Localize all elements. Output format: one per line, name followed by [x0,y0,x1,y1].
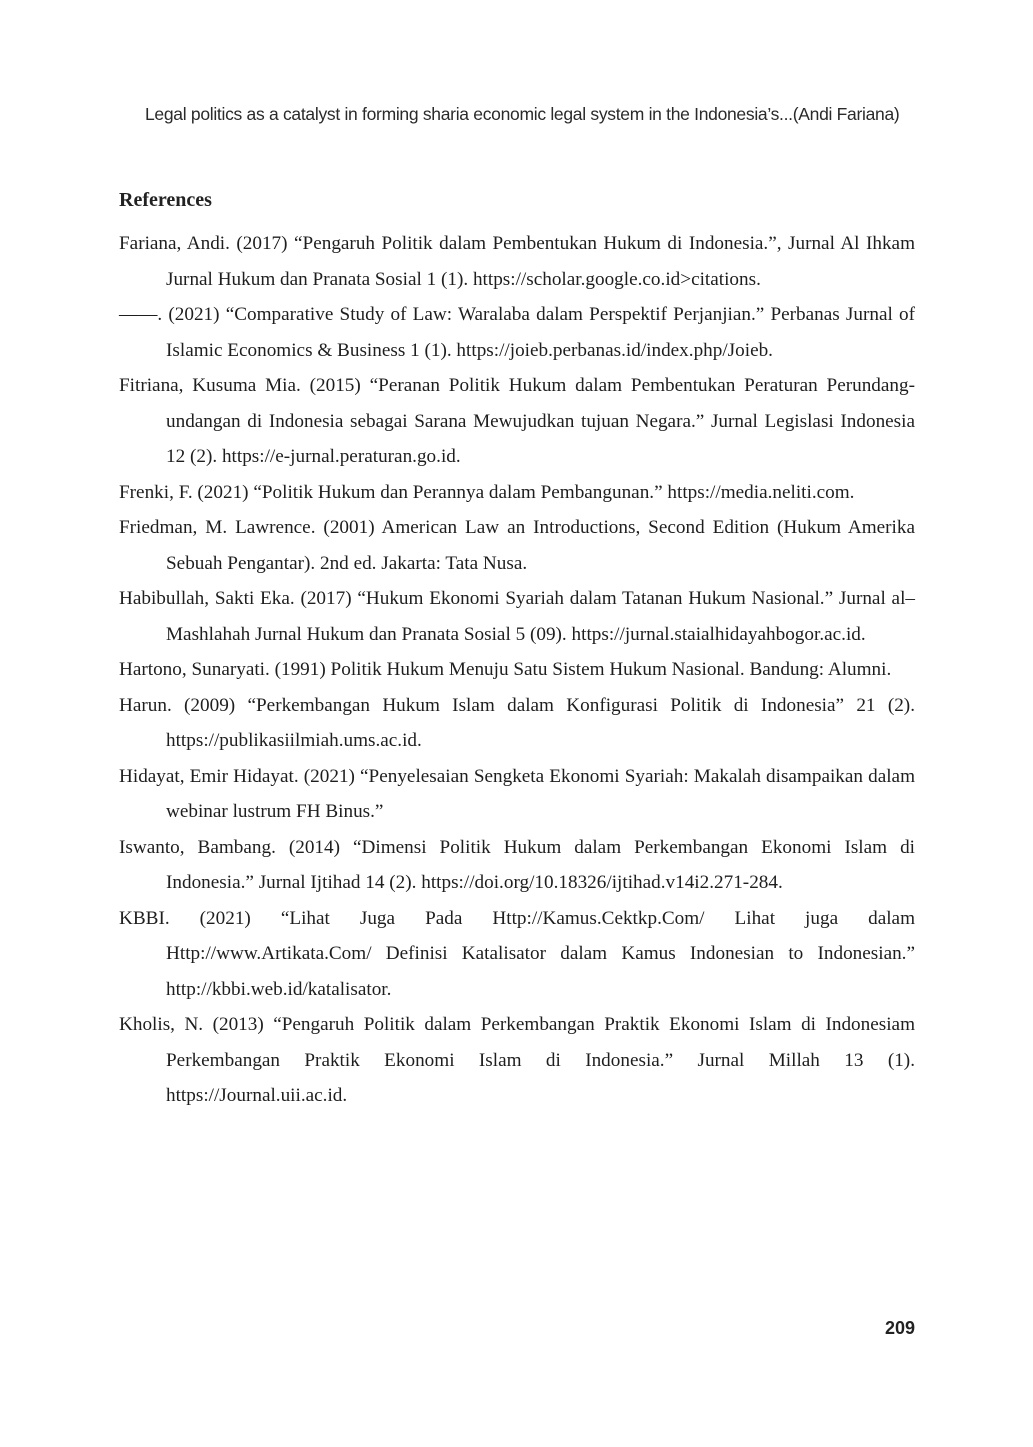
page-number: 209 [884,1318,915,1338]
reference-entry: Iswanto, Bambang. (2014) “Dimensi Politik Hukum dalam Perkembangan Ekonomi Islam di Indonesia.” Jurnal Ijtihad 14 (2). https://doi.org/10.18326/ijtihad.v14i2.271-284. [119,836,915,893]
running-header: Legal politics as a catalyst in forming sharia economic legal system in the Indonesia’s...(Andi Fariana) [145,104,900,124]
reference-entry: Friedman, M. Lawrence. (2001) American Law an Introductions, Second Edition (Hukum Amerika Sebuah Pengantar). 2nd ed. Jakarta: Tata Nusa. [119,517,915,574]
section-title: References [119,189,212,211]
reference-entry: Habibullah, Sakti Eka. (2017) “Hukum Ekonomi Syariah dalam Tatanan Hukum Nasional.” Jurnal al–Mashlahah Jurnal Hukum dan Pranata Sosial 5 (09). https://jurnal.staialhidayahbogor.ac.id. [119,588,915,645]
reference-entry: Harun. (2009) “Perkembangan Hukum Islam dalam Konfigurasi Politik di Indonesia” 21 (2). https://publikasiilmiah.ums.ac.id. [119,694,915,751]
reference-list [119,226,915,1114]
reference-entry: Frenki, F. (2021) “Politik Hukum dan Perannya dalam Pembangunan.” https://media.neliti.com. [119,481,855,503]
reference-entry: Fitriana, Kusuma Mia. (2015) “Peranan Politik Hukum dalam Pembentukan Peraturan Perundang-undangan di Indonesia sebagai Sarana Mewujudkan tujuan Negara.” Jurnal Legislasi Indonesia 12 (2). https://e-jurnal.peraturan.go.id. [119,375,915,467]
reference-entry: Hidayat, Emir Hidayat. (2021) “Penyelesaian Sengketa Ekonomi Syariah: Makalah disampaikan dalam webinar lustrum FH Binus.” [119,765,915,822]
reference-entry: Hartono, Sunaryati. (1991) Politik Hukum Menuju Satu Sistem Hukum Nasional. Bandung: Alumni. [119,659,892,680]
reference-entry: Fariana, Andi. (2017) “Pengaruh Politik dalam Pembentukan Hukum di Indonesia.”, Jurnal Al Ihkam Jurnal Hukum dan Pranata Sosial 1 (1). https://scholar.google.co.id>citations. [119,233,915,290]
reference-entry: Kholis, N. (2013) “Pengaruh Politik dalam Perkembangan Praktik Ekonomi Islam di Indonesiam Perkembangan Praktik Ekonomi Islam di Indonesia.” Jurnal Millah 13 (1). https://Journal.uii.ac.id. [119,1014,915,1106]
reference-entry: KBBI. (2021) “Lihat Juga Pada Http://Kamus.Cektkp.Com/ Lihat juga dalam Http://www.Artikata.Com/ Definisi Katalisator dalam Kamus Indonesian to Indonesian.” http://kbbi.web.id/katalisator. [119,907,915,1000]
reference-entry: ——. (2021) “Comparative Study of Law: Waralaba dalam Perspektif Perjanjian.” Perbanas Jurnal of Islamic Economics & Business 1 (1). https://joieb.perbanas.id/index.php/Joieb. [119,304,915,361]
